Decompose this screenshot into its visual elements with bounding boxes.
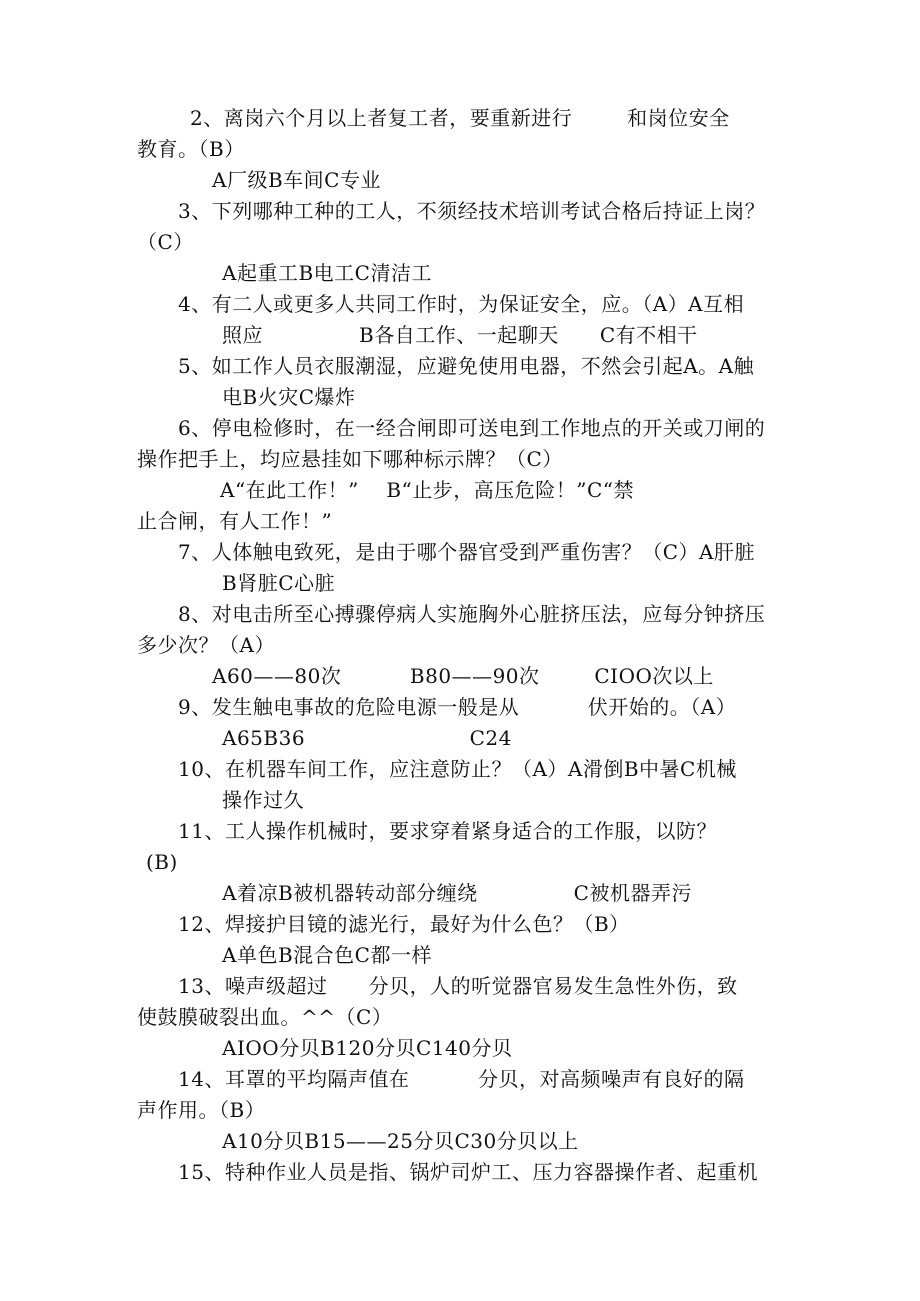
question-15-line-1: 15、特种作业人员是指、锅炉司炉工、压力容器操作者、起重机 xyxy=(178,1160,758,1184)
question-4-line-2: 照应 B各自工作、一起聊天 C有不相干 xyxy=(222,323,698,347)
question-8-options: A60——80次 B80——90次 CIOO次以上 xyxy=(212,664,714,688)
question-9-options: A65B36 C24 xyxy=(222,726,512,750)
question-6-line-2: 操作把手上，均应悬挂如下哪种标示牌？（C） xyxy=(137,447,563,471)
question-5-line-2: 电B火灾C爆炸 xyxy=(222,385,356,409)
question-5-line-1: 5、如工作人员衣服潮湿，应避免使用电器，不然会引起A。A触 xyxy=(178,354,755,378)
question-12-options: A单色B混合色C都一样 xyxy=(222,943,432,967)
question-3-line-2: （C） xyxy=(137,230,194,254)
question-2-options: A厂级B车间C专业 xyxy=(212,168,381,192)
question-2-line-1: 2、离岗六个月以上者复工者，要重新进行 和岗位安全 xyxy=(190,106,730,130)
question-13-line-2: 使鼓膜破裂出血。^^（C） xyxy=(137,1005,393,1029)
question-11-options: A着凉B被机器转动部分缠绕 C被机器弄污 xyxy=(222,881,692,905)
question-11-line-2: (B) xyxy=(146,850,178,874)
question-9-line-1: 9、发生触电事故的危险电源一般是从 伏开始的。（A） xyxy=(178,695,737,719)
question-10-line-2: 操作过久 xyxy=(222,788,304,812)
question-11-line-1: 11、工人操作机械时，要求穿着紧身适合的工作服，以防？ xyxy=(178,819,717,843)
question-3-options: A起重工B电工C清洁工 xyxy=(222,261,432,285)
question-6-options-line-1: A“在此工作！” B“止步，高压危险！”C“禁 xyxy=(220,478,634,502)
question-8-line-2: 多少次？（A） xyxy=(137,633,275,657)
question-10-line-1: 10、在机器车间工作，应注意防止？（A）A滑倒B中暑C机械 xyxy=(178,757,737,781)
question-14-options: A10分贝B15——25分贝C30分贝以上 xyxy=(222,1129,579,1153)
question-6-line-1: 6、停电检修时，在一经合闸即可送电到工作地点的开关或刀闸的 xyxy=(178,416,766,440)
question-7-line-2: B肾脏C心脏 xyxy=(222,571,335,595)
question-14-line-1: 14、耳罩的平均隔声值在 分贝，对高频噪声有良好的隔 xyxy=(178,1067,745,1091)
question-13-line-1: 13、噪声级超过 分贝，人的听觉器官易发生急性外伤，致 xyxy=(178,974,738,998)
question-12-line-1: 12、焊接护目镜的滤光行，最好为什么色？（B） xyxy=(178,912,630,936)
question-13-options: AIOO分贝B120分贝C140分贝 xyxy=(222,1036,513,1060)
question-8-line-1: 8、对电击所至心搏骤停病人实施胸外心脏挤压法，应每分钟挤压 xyxy=(178,602,766,626)
question-2-line-2: 教育。（B） xyxy=(137,137,245,161)
question-14-line-2: 声作用。（B） xyxy=(137,1098,266,1122)
question-3-line-1: 3、下列哪种工种的工人，不须经技术培训考试合格后持证上岗？ xyxy=(178,199,766,223)
question-7-line-1: 7、人体触电致死，是由于哪个器官受到严重伤害？（C）A肝脏 xyxy=(178,540,755,564)
question-6-options-line-2: 止合闸，有人工作！” xyxy=(137,509,333,533)
question-4-line-1: 4、有二人或更多人共同工作时，为保证安全，应。（A）A互相 xyxy=(178,292,745,316)
